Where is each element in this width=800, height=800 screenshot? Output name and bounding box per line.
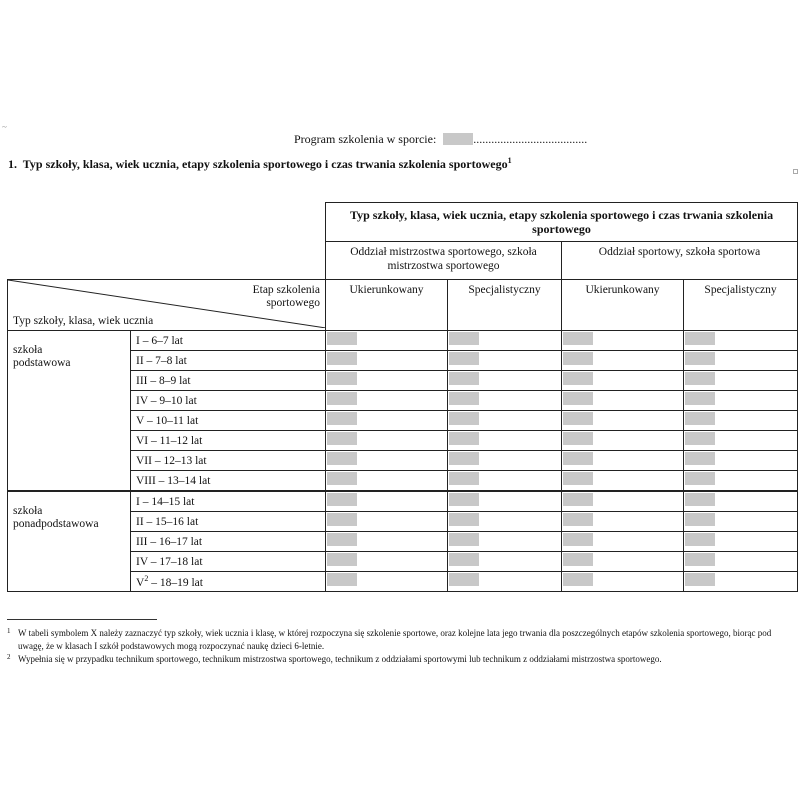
entry-field[interactable] bbox=[449, 513, 479, 526]
school-type-primary: szkoła podstawowa bbox=[8, 331, 131, 492]
entry-field[interactable] bbox=[685, 432, 715, 445]
entry-field[interactable] bbox=[685, 372, 715, 385]
training-table bbox=[7, 202, 798, 592]
corner-mark bbox=[793, 169, 798, 174]
entry-field[interactable] bbox=[685, 573, 715, 586]
stage-header: Specjalistyczny bbox=[448, 280, 562, 331]
class-age-label: IV – 9–10 lat bbox=[131, 391, 326, 411]
entry-cell[interactable] bbox=[684, 331, 798, 351]
entry-field[interactable] bbox=[685, 452, 715, 465]
entry-field[interactable] bbox=[449, 372, 479, 385]
entry-cell[interactable] bbox=[562, 532, 684, 552]
footnote-text: Wypełnia się w przypadku technikum sportowego, technikum mistrzostwa sportowego, technikum z oddziałami sportowymi lub technikum z oddziałami mistrzostwa sportowego. bbox=[18, 654, 662, 664]
sport-input-field[interactable] bbox=[443, 133, 473, 145]
sport-label: Program szkolenia w sporcie: bbox=[294, 132, 437, 146]
entry-field[interactable] bbox=[327, 452, 357, 465]
entry-field[interactable] bbox=[563, 332, 593, 345]
entry-cell[interactable] bbox=[562, 331, 684, 351]
entry-cell[interactable] bbox=[448, 391, 562, 411]
footnote-number: 1 bbox=[7, 627, 11, 635]
entry-cell[interactable] bbox=[448, 471, 562, 492]
diag-stage-label: Etap szkolenia sportowego bbox=[252, 284, 320, 309]
sport-dots: ...................................... bbox=[473, 132, 588, 146]
class-age-label: II – 7–8 lat bbox=[131, 351, 326, 371]
entry-cell[interactable] bbox=[326, 552, 448, 572]
entry-cell[interactable] bbox=[684, 351, 798, 371]
class-age-label: III – 8–9 lat bbox=[131, 371, 326, 391]
page-mark: ~ bbox=[2, 122, 7, 132]
entry-field[interactable] bbox=[685, 472, 715, 485]
stage-header: Ukierunkowany bbox=[326, 280, 448, 331]
entry-field[interactable] bbox=[563, 533, 593, 546]
entry-cell[interactable] bbox=[448, 532, 562, 552]
entry-cell[interactable] bbox=[562, 512, 684, 532]
class-age-label: III – 16–17 lat bbox=[131, 532, 326, 552]
entry-cell[interactable] bbox=[326, 331, 448, 351]
entry-field[interactable] bbox=[327, 573, 357, 586]
entry-cell[interactable] bbox=[684, 371, 798, 391]
entry-field[interactable] bbox=[449, 472, 479, 485]
entry-field[interactable] bbox=[685, 513, 715, 526]
entry-field[interactable] bbox=[685, 493, 715, 506]
entry-cell[interactable] bbox=[562, 431, 684, 451]
class-age-label: II – 15–16 lat bbox=[131, 512, 326, 532]
heading-text: Typ szkoły, klasa, wiek ucznia, etapy szkolenia sportowego i czas trwania szkolenia sportowego bbox=[22, 157, 508, 171]
entry-cell[interactable] bbox=[562, 411, 684, 431]
entry-field[interactable] bbox=[563, 472, 593, 485]
entry-cell[interactable] bbox=[562, 491, 684, 512]
entry-field[interactable] bbox=[327, 352, 357, 365]
entry-cell[interactable] bbox=[562, 572, 684, 592]
footnote-number: 2 bbox=[7, 653, 11, 661]
footnote-ref: 2 bbox=[144, 574, 149, 584]
entry-field[interactable] bbox=[327, 392, 357, 405]
entry-cell[interactable] bbox=[326, 512, 448, 532]
entry-field[interactable] bbox=[449, 553, 479, 566]
entry-field[interactable] bbox=[327, 553, 357, 566]
entry-field[interactable] bbox=[563, 553, 593, 566]
table-row bbox=[8, 331, 798, 351]
entry-cell[interactable] bbox=[562, 351, 684, 371]
entry-cell[interactable] bbox=[326, 431, 448, 451]
group-header-championship: Oddział mistrzostwa sportowego, szkoła mistrzostwa sportowego bbox=[326, 242, 562, 280]
entry-field[interactable] bbox=[327, 513, 357, 526]
diagonal-header bbox=[8, 280, 326, 331]
entry-cell[interactable] bbox=[684, 431, 798, 451]
entry-field[interactable] bbox=[563, 372, 593, 385]
entry-cell[interactable] bbox=[684, 491, 798, 512]
footnote-rule bbox=[7, 619, 157, 620]
footnote-2 bbox=[7, 653, 792, 666]
entry-cell[interactable] bbox=[448, 371, 562, 391]
entry-cell[interactable] bbox=[448, 451, 562, 471]
entry-cell[interactable] bbox=[684, 391, 798, 411]
table-main-header: Typ szkoły, klasa, wiek ucznia, etapy szkolenia sportowego i czas trwania szkolenia sportowego bbox=[326, 203, 798, 242]
heading-number: 1. bbox=[8, 157, 17, 171]
entry-cell[interactable] bbox=[684, 512, 798, 532]
entry-field[interactable] bbox=[685, 553, 715, 566]
entry-field[interactable] bbox=[563, 493, 593, 506]
entry-cell[interactable] bbox=[448, 431, 562, 451]
sport-line bbox=[294, 132, 587, 147]
entry-field[interactable] bbox=[449, 332, 479, 345]
entry-field[interactable] bbox=[327, 533, 357, 546]
entry-cell[interactable] bbox=[562, 552, 684, 572]
entry-cell[interactable] bbox=[448, 512, 562, 532]
entry-field[interactable] bbox=[563, 452, 593, 465]
entry-cell[interactable] bbox=[448, 572, 562, 592]
entry-cell[interactable] bbox=[448, 331, 562, 351]
entry-cell[interactable] bbox=[684, 471, 798, 492]
entry-cell[interactable] bbox=[326, 572, 448, 592]
entry-cell[interactable] bbox=[326, 471, 448, 492]
footnote-text: W tabeli symbolem X należy zaznaczyć typ szkoły, wiek ucznia i klasę, w której rozpoczyna się szkolenie sportowe, oraz kolejne lata jego trwania dla poszczególnych etapów szkolenia sportowego, biorąc pod uwagę, że w klasach I szkół podstawowych mogą rozpoczynać naukę dzieci 6-letnie. bbox=[18, 628, 772, 651]
entry-cell[interactable] bbox=[562, 451, 684, 471]
entry-cell[interactable] bbox=[326, 391, 448, 411]
entry-cell[interactable] bbox=[326, 532, 448, 552]
entry-field[interactable] bbox=[327, 472, 357, 485]
entry-field[interactable] bbox=[449, 352, 479, 365]
class-age-label: IV – 17–18 lat bbox=[131, 552, 326, 572]
entry-field[interactable] bbox=[327, 493, 357, 506]
entry-field[interactable] bbox=[563, 573, 593, 586]
entry-cell[interactable] bbox=[448, 411, 562, 431]
entry-cell[interactable] bbox=[326, 491, 448, 512]
entry-field[interactable] bbox=[449, 432, 479, 445]
entry-cell[interactable] bbox=[562, 471, 684, 492]
entry-field[interactable] bbox=[449, 452, 479, 465]
class-age-label: VII – 12–13 lat bbox=[131, 451, 326, 471]
entry-field[interactable] bbox=[327, 432, 357, 445]
entry-cell[interactable] bbox=[684, 451, 798, 471]
entry-cell[interactable] bbox=[448, 491, 562, 512]
entry-field[interactable] bbox=[563, 432, 593, 445]
empty-corner bbox=[8, 203, 326, 280]
entry-field[interactable] bbox=[449, 392, 479, 405]
school-type-secondary: szkoła ponadpodstawowa bbox=[8, 491, 131, 592]
entry-field[interactable] bbox=[563, 412, 593, 425]
stage-header: Ukierunkowany bbox=[562, 280, 684, 331]
section-heading bbox=[8, 156, 512, 172]
entry-field[interactable] bbox=[449, 573, 479, 586]
entry-field[interactable] bbox=[685, 412, 715, 425]
entry-cell[interactable] bbox=[684, 532, 798, 552]
entry-cell[interactable] bbox=[326, 411, 448, 431]
entry-cell[interactable] bbox=[326, 451, 448, 471]
entry-field[interactable] bbox=[449, 493, 479, 506]
entry-cell[interactable] bbox=[684, 552, 798, 572]
class-age-label: I – 14–15 lat bbox=[131, 491, 326, 512]
class-age-label: $V^2 - 18-19$ lat bbox=[131, 572, 326, 592]
class-age-label: VIII – 13–14 lat bbox=[131, 471, 326, 492]
entry-field[interactable] bbox=[449, 412, 479, 425]
group-header-sport: Oddział sportowy, szkoła sportowa bbox=[562, 242, 798, 280]
class-age-label: VI – 11–12 lat bbox=[131, 431, 326, 451]
heading-footnote-ref: 1 bbox=[507, 156, 512, 165]
entry-field[interactable] bbox=[327, 372, 357, 385]
entry-field[interactable] bbox=[449, 533, 479, 546]
entry-cell[interactable] bbox=[684, 411, 798, 431]
class-age-label: V – 10–11 lat bbox=[131, 411, 326, 431]
entry-cell[interactable] bbox=[326, 351, 448, 371]
entry-cell[interactable] bbox=[448, 351, 562, 371]
stage-header: Specjalistyczny bbox=[684, 280, 798, 331]
diag-type-label: Typ szkoły, klasa, wiek ucznia bbox=[13, 315, 154, 327]
entry-field[interactable] bbox=[685, 332, 715, 345]
entry-field[interactable] bbox=[563, 392, 593, 405]
entry-field[interactable] bbox=[685, 352, 715, 365]
entry-cell[interactable] bbox=[326, 371, 448, 391]
footnote-1 bbox=[7, 627, 792, 653]
class-age-label: I – 6–7 lat bbox=[131, 331, 326, 351]
entry-field[interactable] bbox=[685, 533, 715, 546]
entry-cell[interactable] bbox=[448, 552, 562, 572]
entry-field[interactable] bbox=[563, 352, 593, 365]
entry-cell[interactable] bbox=[684, 572, 798, 592]
entry-field[interactable] bbox=[327, 332, 357, 345]
entry-field[interactable] bbox=[563, 513, 593, 526]
entry-cell[interactable] bbox=[562, 391, 684, 411]
table-row bbox=[8, 491, 798, 512]
entry-cell[interactable] bbox=[562, 371, 684, 391]
entry-field[interactable] bbox=[327, 412, 357, 425]
entry-field[interactable] bbox=[685, 392, 715, 405]
